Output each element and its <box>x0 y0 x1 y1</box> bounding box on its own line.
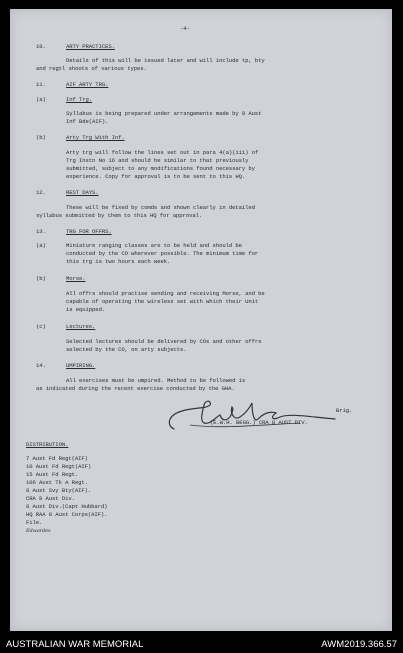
section-13c-line-1: Selected lectures should be delivered by COs and other offrs <box>66 338 262 345</box>
section-13a-line-1: Miniature ranging classes are to be held and should be <box>66 242 242 249</box>
footer-source: AUSTRALIAN WAR MEMORIAL <box>6 639 144 650</box>
section-11b-label: (b) <box>36 134 46 141</box>
section-12-line-1: These will be fixed by comds and shown clearly in detailed <box>66 204 255 211</box>
distribution-item: 10 Aust Fd Regt(AIF) <box>26 463 92 470</box>
section-13b-line-3: is equipped. <box>66 306 106 313</box>
section-11a-line-1: Syllabus is being prepared under arrangements made by 8 Aust <box>66 110 262 117</box>
distribution-item: 8 Aust Svy Bty(AIF). <box>26 487 92 494</box>
footer-accession: AWM2019.366.57 <box>321 639 397 650</box>
section-11b-line-3: submitted, subject to any modifications found necessary by <box>66 165 255 172</box>
section-12-number: 12. <box>36 189 46 196</box>
handwritten-note: Edwardes <box>26 528 51 534</box>
section-11-heading: AIF ARTY TRG. <box>66 81 109 88</box>
section-13a-line-2: conducted by the CO wherever possible. The minimum time for <box>66 250 259 257</box>
section-13c-line-2: selected by the CO, on arty subjects. <box>66 346 187 353</box>
section-14-heading: UMPIRING. <box>66 362 96 369</box>
section-13b-line-1: All offrs should practise sending and receiving Morse, and be <box>66 290 265 297</box>
section-11a-line-2: Inf Bde(AIF). <box>66 118 109 125</box>
section-12-heading: REST DAYS. <box>66 189 99 196</box>
distribution-item: HQ RAA 8 Aust Corps(AIF). <box>26 511 108 518</box>
distribution-heading: DISTRIBUTION. <box>26 441 69 448</box>
section-11b-line-1: Arty trg will follow the lines set out in para 4(a)(iii) of <box>66 149 259 156</box>
section-13b-line-2: capable of operating the wireless set with which their Unit <box>66 298 259 305</box>
section-13b-heading: Morse. <box>66 275 86 282</box>
section-10-line-1: Details of this will be issued later and will include tp, bty <box>66 57 265 64</box>
section-11-number: 11. <box>36 81 46 88</box>
section-11b-line-4: experience. Copy for approval is to be sent to this HQ. <box>66 173 246 180</box>
section-10-number: 10. <box>36 43 46 50</box>
distribution-item: 8 Aust Div.(Capt Hubbard) <box>26 503 108 510</box>
section-13c-heading: Lectures. <box>66 323 96 330</box>
section-14-number: 14. <box>36 362 46 369</box>
section-13a-line-3: this trg is two hours each week. <box>66 258 171 265</box>
distribution-item: 106 Aust Tk A Regt. <box>26 479 88 486</box>
distribution-item: CRA 8 Aust Div. <box>26 495 75 502</box>
section-14-line-1: All exercises must be umpired. Method to be followed is <box>66 377 246 384</box>
section-11b-heading: Arty Trg With Inf. <box>66 134 125 141</box>
distribution-item: File. <box>26 519 43 526</box>
section-11a-label: (a) <box>36 96 46 103</box>
distribution-item: 15 Aust Fd Regt. <box>26 471 79 478</box>
section-13-number: 13. <box>36 228 46 235</box>
signature-name: (E.W.H. BEGG.) CRA 8 AUST DIV. <box>210 419 308 426</box>
signature-rank: Brig. <box>336 407 353 414</box>
section-11a-heading: Inf Trg. <box>66 96 93 103</box>
section-14-line-2: as indicated during the recent exercise conducted by the GHA. <box>36 385 235 392</box>
document-page <box>10 9 392 631</box>
section-13b-label: (b) <box>36 275 46 282</box>
section-11b-line-2: Trg Instn No 16 and should be similar to that previously <box>66 157 249 164</box>
section-10-heading: ARTY PRACTICES. <box>66 43 115 50</box>
footer-bar <box>0 636 403 653</box>
section-13-heading: TRG FOR OFFRS. <box>66 228 112 235</box>
section-13a-label: (a) <box>36 242 46 249</box>
handwritten-signature <box>160 395 340 437</box>
distribution-item: 7 Aust Fd Regt(AIF) <box>26 455 88 462</box>
page-number: -4- <box>180 25 190 32</box>
section-12-line-2: syllabus submitted by them to this HQ for approval. <box>36 212 203 219</box>
section-10-line-2: and regtl shoots of various types. <box>36 65 147 72</box>
section-13c-label: (c) <box>36 323 46 330</box>
